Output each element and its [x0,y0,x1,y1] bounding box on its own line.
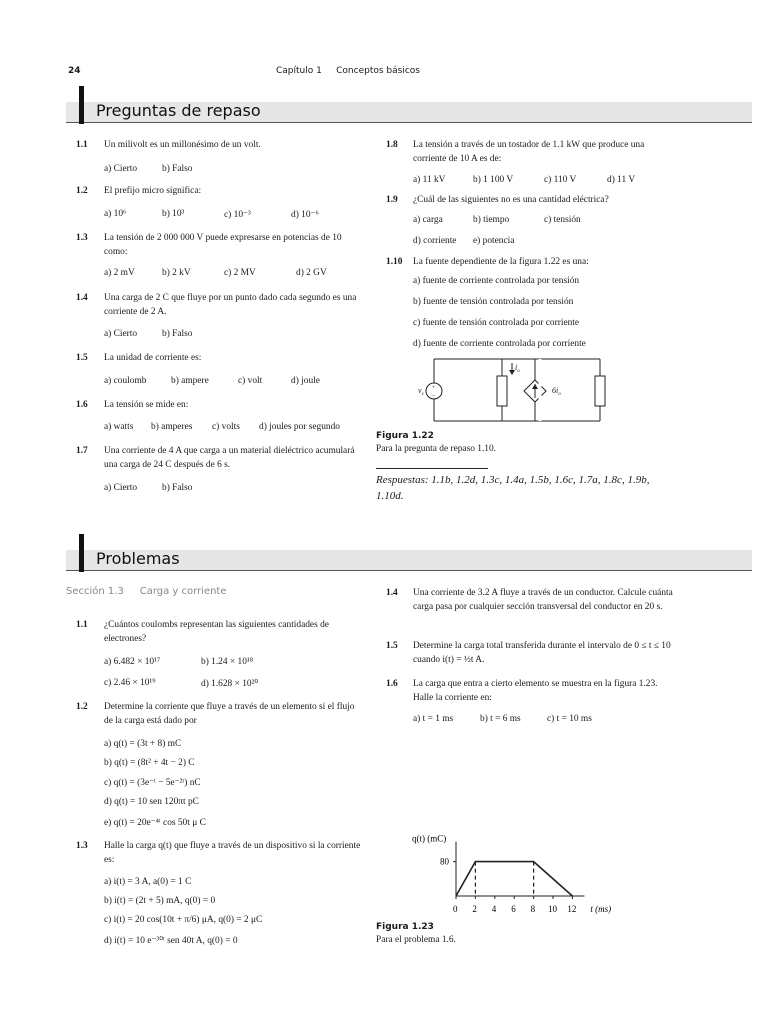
resistor-icon [497,376,507,406]
y-tick-label: 80 [440,856,449,867]
x-tick-label: 2 [472,904,477,914]
svg-text:6io: $6i_o$ [552,386,561,397]
x-axis-label: t (ms) [590,904,612,914]
svg-text:io: $i_o$ [515,363,520,374]
figure-1-22-circuit [412,356,622,428]
review-section-title: Preguntas de repaso [96,101,261,120]
svg-text:−: − [432,393,436,399]
x-tick-label: 10 [548,904,557,914]
x-tick-label: 12 [567,904,577,914]
page-number: 24 [68,66,81,76]
series-line [456,862,572,896]
running-head: Capítulo 1 Conceptos básicos [276,66,420,76]
answers-rule [376,468,488,469]
figure-1-22-title: Figura 1.22 [376,431,434,441]
figure-1-22-caption: Para la pregunta de repaso 1.10. [376,444,497,454]
x-tick-label: 6 [511,904,516,914]
figure-1-23-chart [400,766,630,926]
x-tick-label: 8 [530,904,536,914]
resistor-icon [595,376,605,406]
x-tick-label: 0 [453,904,458,914]
svg-text:vs: $v_s$ [418,386,424,397]
svg-text:+: + [432,385,436,391]
figure-1-23-title: Figura 1.23 [376,922,434,932]
review-section-bar [66,102,752,123]
y-axis-label: q(t) (mC) [412,833,447,844]
figure-1-23-caption: Para el problema 1.6. [376,935,456,945]
subsection-title: Sección 1.3 Carga y corriente [66,586,227,597]
review-answers: Respuestas: 1.1b, 1.2d, 1.3c, 1.4a, 1.5b, 1.6c, 1.7a, 1.8c, 1.9b, 1.10d. [376,474,650,502]
x-tick-label: 4 [491,904,497,914]
problems-section-bar [66,550,752,571]
problems-section-title: Problemas [96,549,180,568]
